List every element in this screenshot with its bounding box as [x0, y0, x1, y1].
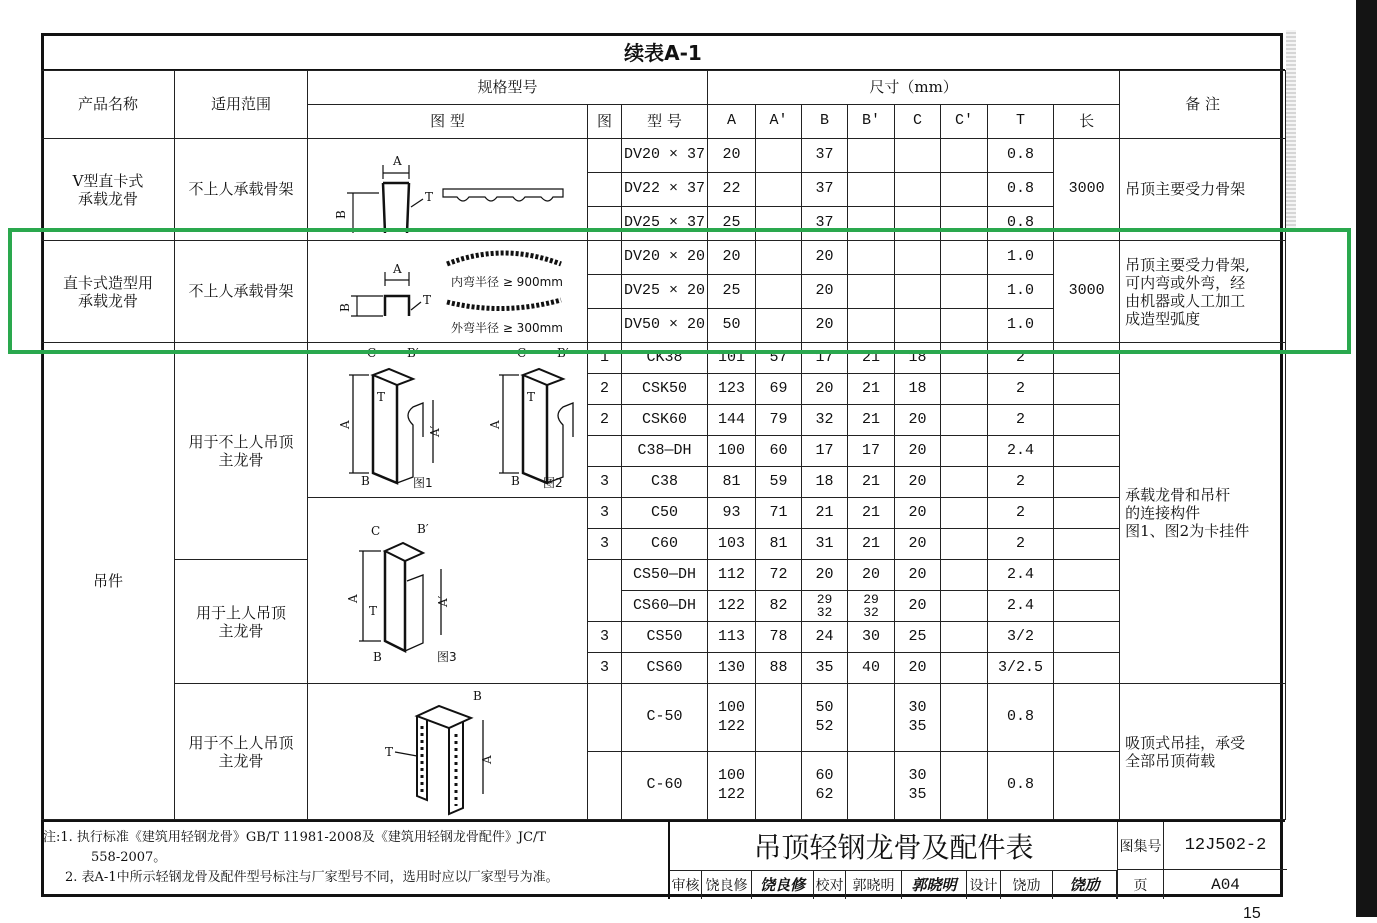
viewer-dark-edge — [1356, 0, 1377, 917]
model-cell: DV20 × 37 — [622, 139, 708, 173]
dim-b-prime: 40 — [848, 653, 895, 684]
dim-a: 93 — [708, 498, 756, 529]
dim-b-prime: 17 — [848, 436, 895, 467]
fig-cell — [588, 560, 622, 622]
dim-c-prime — [941, 405, 988, 436]
table-row — [42, 343, 1286, 374]
dim-length — [1054, 467, 1120, 498]
header-dim-b-prime: B′ — [848, 105, 895, 139]
svg-text:T: T — [526, 390, 535, 404]
fig-cell — [588, 207, 622, 241]
fig1-label: 图1 — [412, 476, 433, 490]
model-cell: C38 — [622, 467, 708, 498]
dim-a-prime — [756, 309, 802, 343]
model-cell: DV25 × 37 — [622, 207, 708, 241]
model-cell: CS50—DH — [622, 560, 708, 591]
dim-a: 122 — [708, 591, 756, 622]
dim-b-prime — [848, 241, 895, 275]
dim-b: 17 — [802, 436, 848, 467]
model-cell: CSK50 — [622, 374, 708, 405]
fig-cell — [588, 173, 622, 207]
dim-length: 3000 — [1054, 241, 1120, 343]
dim-c-prime — [941, 139, 988, 173]
dim-b-prime — [848, 309, 895, 343]
dim-length — [1054, 752, 1120, 820]
dim-b: 18 — [802, 467, 848, 498]
header-spec: 规格型号 — [308, 71, 708, 105]
dim-c-prime — [941, 343, 988, 374]
dim-t: 1.0 — [988, 241, 1054, 275]
dim-c-prime — [941, 241, 988, 275]
dim-b: 20 — [802, 275, 848, 309]
scope-cell: 不上人承载骨架 — [175, 139, 308, 241]
dim-c-prime — [941, 653, 988, 684]
header-diagram: 图 型 — [308, 105, 588, 139]
svg-text:T: T — [422, 292, 431, 307]
dim-c: 20 — [895, 436, 941, 467]
designer-label: 设计 — [967, 870, 1001, 899]
dim-b-prime — [848, 139, 895, 173]
svg-text:T: T — [376, 390, 385, 404]
dim-b: 24 — [802, 622, 848, 653]
dim-length — [1054, 498, 1120, 529]
dim-t: 2.4 — [988, 436, 1054, 467]
dim-a-prime: 78 — [756, 622, 802, 653]
dim-length — [1054, 405, 1120, 436]
dim-a-prime: 81 — [756, 529, 802, 560]
dim-a-prime — [756, 275, 802, 309]
dim-a-prime: 69 — [756, 374, 802, 405]
dim-a-prime: 57 — [756, 343, 802, 374]
dim-length — [1054, 622, 1120, 653]
dim-t: 3/2 — [988, 622, 1054, 653]
checker-signature: 郭晓明 — [902, 870, 967, 899]
note-2: 2. 表A-1中所示轻钢龙骨及配件型号标注与厂家型号不同，选用时应以厂家型号为准。 — [65, 870, 559, 885]
dim-a: 22 — [708, 173, 756, 207]
dim-t: 2.4 — [988, 560, 1054, 591]
fig-cell — [588, 752, 622, 820]
inner-radius-label: 内弯半径 ≥ 900mm — [450, 274, 563, 289]
dim-b-prime: 21 — [848, 343, 895, 374]
model-cell: C-60 — [622, 752, 708, 820]
header-dim-length: 长 — [1054, 105, 1120, 139]
dim-c: 20 — [895, 467, 941, 498]
designer-signature: 饶劢 — [1053, 870, 1117, 899]
reviewer-label: 审核 — [670, 870, 702, 899]
svg-text:T: T — [384, 744, 393, 759]
dim-a: 20 — [708, 241, 756, 275]
checker-name: 郭晓明 — [846, 870, 902, 899]
dim-b: 35 — [802, 653, 848, 684]
header-dimensions: 尺寸（mm） — [708, 71, 1120, 105]
model-cell: C-50 — [622, 684, 708, 752]
fig-cell — [588, 684, 622, 752]
dim-c-prime — [941, 173, 988, 207]
svg-text:A: A — [487, 420, 502, 429]
dim-t: 1.0 — [988, 275, 1054, 309]
remark-cell: 吸顶式吊挂，承受 全部吊顶荷载 — [1120, 684, 1286, 820]
dim-b: 20 — [802, 560, 848, 591]
fig-cell: 2 — [588, 374, 622, 405]
dim-b: 20 — [802, 309, 848, 343]
model-cell: DV25 × 20 — [622, 275, 708, 309]
dim-t: 2 — [988, 529, 1054, 560]
dim-a-prime — [756, 241, 802, 275]
dim-c — [895, 275, 941, 309]
svg-text:B: B — [372, 649, 382, 664]
dim-a-prime: 79 — [756, 405, 802, 436]
product-shaping-type: 直卡式造型用 承载龙骨 — [42, 241, 175, 343]
fig-cell — [588, 139, 622, 173]
dim-a-prime — [756, 752, 802, 820]
atlas-number: 12J502-2 — [1163, 822, 1287, 870]
dim-c-prime — [941, 207, 988, 241]
dim-c: 20 — [895, 498, 941, 529]
header-product-name: 产品名称 — [42, 71, 175, 139]
header-remarks: 备 注 — [1120, 71, 1286, 139]
dim-a-prime — [756, 684, 802, 752]
dim-c — [895, 241, 941, 275]
header-dim-c-prime: C′ — [941, 105, 988, 139]
v-profile-diagram — [308, 139, 588, 241]
table-row — [42, 241, 1286, 275]
dim-t: 0.8 — [988, 139, 1054, 173]
hanger-fig1-fig2-diagram — [308, 343, 588, 498]
dim-c: 20 — [895, 591, 941, 622]
dim-b: 50 52 — [802, 684, 848, 752]
dim-t: 0.8 — [988, 752, 1054, 820]
model-cell: C50 — [622, 498, 708, 529]
fig-cell: 3 — [588, 467, 622, 498]
dim-t: 2 — [988, 405, 1054, 436]
fig-cell — [588, 436, 622, 467]
dim-length — [1054, 653, 1120, 684]
dim-c-prime — [941, 467, 988, 498]
dim-c-prime — [941, 560, 988, 591]
model-cell: CS50 — [622, 622, 708, 653]
svg-text:A′: A′ — [427, 425, 442, 437]
ceiling-clip-diagram — [308, 684, 588, 820]
dim-b-prime: 21 — [848, 529, 895, 560]
dim-a-prime: 72 — [756, 560, 802, 591]
svg-text:C: C — [370, 523, 380, 538]
dim-length — [1054, 684, 1120, 752]
scope-cell: 用于不上人吊顶 主龙骨 — [175, 684, 308, 820]
dim-b: 37 — [802, 139, 848, 173]
reviewer-signature: 饶良修 — [752, 870, 814, 899]
fig2-label: 图2 — [542, 476, 563, 490]
dim-length — [1054, 374, 1120, 405]
checker-label: 校对 — [814, 870, 846, 899]
page-label: 页 — [1117, 870, 1163, 899]
header-dim-b: B — [802, 105, 848, 139]
dim-t: 2.4 — [988, 591, 1054, 622]
dim-b-prime — [848, 173, 895, 207]
remark-cell: 承载龙骨和吊杆 的连接构件 图1、图2为卡挂件 — [1120, 343, 1286, 684]
dim-t: 0.8 — [988, 684, 1054, 752]
dim-b: 37 — [802, 207, 848, 241]
outer-radius-label: 外弯半径 ≥ 300mm — [450, 320, 563, 335]
dim-length — [1054, 343, 1120, 374]
svg-text:T: T — [368, 603, 377, 618]
svg-text:A: A — [345, 593, 360, 603]
dim-c-prime — [941, 436, 988, 467]
fig-cell: 1 — [588, 343, 622, 374]
dim-b-prime — [848, 684, 895, 752]
dim-b: 17 — [802, 343, 848, 374]
table-row — [42, 560, 1286, 591]
header-fig: 图 — [588, 105, 622, 139]
dim-a: 113 — [708, 622, 756, 653]
table-row — [42, 684, 1286, 752]
sheet-footer — [41, 820, 1285, 899]
svg-text:B: B — [360, 474, 370, 488]
dim-b-prime — [848, 207, 895, 241]
dim-a-prime — [756, 207, 802, 241]
dim-c-prime — [941, 498, 988, 529]
dim-t: 0.8 — [988, 207, 1054, 241]
dim-a: 130 — [708, 653, 756, 684]
dim-a: 101 — [708, 343, 756, 374]
fig-cell: 3 — [588, 498, 622, 529]
dim-c: 30 35 — [895, 752, 941, 820]
dim-t: 0.8 — [988, 173, 1054, 207]
model-cell: DV20 × 20 — [622, 241, 708, 275]
dim-length: 3000 — [1054, 139, 1120, 241]
dim-c: 30 35 — [895, 684, 941, 752]
dim-t: 2 — [988, 498, 1054, 529]
scan-edge — [1286, 30, 1296, 230]
dim-c-prime — [941, 275, 988, 309]
dim-length — [1054, 591, 1120, 622]
hanger-fig3-diagram — [308, 498, 588, 684]
dim-b-prime: 21 — [848, 467, 895, 498]
note-1-cont: 558-2007。 — [91, 850, 167, 865]
product-v-type: V型直卡式 承载龙骨 — [42, 139, 175, 241]
dim-length — [1054, 436, 1120, 467]
model-cell: DV50 × 20 — [622, 309, 708, 343]
dim-a: 100 — [708, 436, 756, 467]
dim-t: 1.0 — [988, 309, 1054, 343]
dim-b-prime: 21 — [848, 374, 895, 405]
header-dim-a-prime: A′ — [756, 105, 802, 139]
fig3-label: 图3 — [436, 649, 457, 664]
dim-c: 18 — [895, 343, 941, 374]
drawing-sheet — [41, 33, 1285, 899]
svg-text:B′: B′ — [556, 346, 569, 360]
fig-cell: 3 — [588, 622, 622, 653]
dim-a-prime: 59 — [756, 467, 802, 498]
dim-length — [1054, 529, 1120, 560]
svg-text:C: C — [516, 346, 526, 360]
dim-b-prime — [848, 275, 895, 309]
svg-text:B′: B′ — [416, 521, 429, 536]
product-hanger: 吊件 — [42, 343, 175, 820]
dim-a-prime: 88 — [756, 653, 802, 684]
svg-text:A′: A′ — [435, 595, 450, 607]
notes — [41, 822, 666, 899]
svg-text:B′: B′ — [406, 346, 419, 360]
dim-b-prime: 21 — [848, 498, 895, 529]
dim-c — [895, 173, 941, 207]
dim-c — [895, 139, 941, 173]
dim-a-prime: 60 — [756, 436, 802, 467]
dim-b-prime: 21 — [848, 405, 895, 436]
dim-c: 20 — [895, 529, 941, 560]
dim-a: 112 — [708, 560, 756, 591]
fig-cell — [588, 241, 622, 275]
dim-a-prime — [756, 173, 802, 207]
header-scope: 适用范围 — [175, 71, 308, 139]
dim-a: 100 122 — [708, 752, 756, 820]
designer-name: 饶劢 — [1001, 870, 1053, 899]
model-cell: CSK60 — [622, 405, 708, 436]
drawing-title: 吊顶轻钢龙骨及配件表 — [670, 822, 1117, 871]
dim-c: 18 — [895, 374, 941, 405]
model-cell: C38—DH — [622, 436, 708, 467]
atlas-label: 图集号 — [1117, 822, 1163, 870]
model-cell: CS60—DH — [622, 591, 708, 622]
header-dim-t: T — [988, 105, 1054, 139]
dim-c-prime — [941, 374, 988, 405]
dim-b-prime: 20 — [848, 560, 895, 591]
dim-c — [895, 207, 941, 241]
dim-a: 81 — [708, 467, 756, 498]
dim-c-prime — [941, 309, 988, 343]
dim-b: 29 32 — [802, 591, 848, 622]
svg-text:A: A — [337, 420, 352, 429]
header-model: 型 号 — [622, 105, 708, 139]
dim-b: 60 62 — [802, 752, 848, 820]
dim-t: 3/2.5 — [988, 653, 1054, 684]
svg-text:A: A — [392, 261, 402, 276]
dim-c: 25 — [895, 622, 941, 653]
dim-b: 20 — [802, 374, 848, 405]
fig-cell: 2 — [588, 405, 622, 436]
dim-a-prime: 71 — [756, 498, 802, 529]
model-cell: CK38 — [622, 343, 708, 374]
page-code: A04 — [1163, 870, 1287, 899]
svg-text:B: B — [337, 302, 352, 312]
svg-text:C: C — [366, 346, 376, 360]
signature-row — [670, 870, 1117, 899]
table-row — [42, 139, 1286, 173]
model-cell: DV22 × 37 — [622, 173, 708, 207]
spec-table — [41, 70, 1286, 820]
dim-length — [1054, 560, 1120, 591]
dim-b: 31 — [802, 529, 848, 560]
fig-cell — [588, 309, 622, 343]
reviewer-name: 饶良修 — [702, 870, 752, 899]
dim-b-prime: 30 — [848, 622, 895, 653]
model-cell: CS60 — [622, 653, 708, 684]
dim-a: 123 — [708, 374, 756, 405]
dim-b: 21 — [802, 498, 848, 529]
dim-c-prime — [941, 752, 988, 820]
model-cell: C60 — [622, 529, 708, 560]
dim-b: 37 — [802, 173, 848, 207]
scope-cell: 用于不上人吊顶 主龙骨 — [175, 343, 308, 560]
table-title: 续表A-1 — [41, 33, 1285, 71]
dim-c-prime — [941, 529, 988, 560]
fig-cell: 3 — [588, 529, 622, 560]
dim-t: 2 — [988, 374, 1054, 405]
dim-t: 2 — [988, 343, 1054, 374]
dim-a: 20 — [708, 139, 756, 173]
svg-text:B: B — [333, 209, 348, 219]
page-number: 15 — [1243, 905, 1261, 922]
header-dim-a: A — [708, 105, 756, 139]
dim-a: 144 — [708, 405, 756, 436]
dim-a: 103 — [708, 529, 756, 560]
dim-c: 20 — [895, 405, 941, 436]
remark-cell: 吊顶主要受力骨架 — [1120, 139, 1286, 241]
dim-c: 20 — [895, 653, 941, 684]
scope-cell: 用于上人吊顶 主龙骨 — [175, 560, 308, 684]
svg-text:A: A — [479, 754, 494, 764]
note-1: 注:1. 执行标准《建筑用轻钢龙骨》GB/T 11981-2008及《建筑用轻钢龙骨配件》JC/T — [43, 830, 547, 845]
dim-a: 25 — [708, 275, 756, 309]
title-block — [668, 822, 1287, 899]
dim-c-prime — [941, 622, 988, 653]
dim-c: 20 — [895, 560, 941, 591]
svg-text:T: T — [424, 189, 433, 204]
scope-cell: 不上人承载骨架 — [175, 241, 308, 343]
dim-c — [895, 309, 941, 343]
dim-a: 100 122 — [708, 684, 756, 752]
svg-text:A: A — [392, 153, 402, 168]
dim-a-prime: 82 — [756, 591, 802, 622]
dim-b: 20 — [802, 241, 848, 275]
dim-b-prime — [848, 752, 895, 820]
svg-text:B: B — [472, 688, 482, 703]
svg-text:B: B — [510, 474, 520, 488]
dim-c-prime — [941, 591, 988, 622]
dim-a: 25 — [708, 207, 756, 241]
dim-b-prime: 29 32 — [848, 591, 895, 622]
remark-cell: 吊顶主要受力骨架, 可内弯或外弯，经 由机器或人工加工 成造型弧度 — [1120, 241, 1286, 343]
fig-cell: 3 — [588, 653, 622, 684]
fig-cell — [588, 275, 622, 309]
header-dim-c: C — [895, 105, 941, 139]
dim-b: 32 — [802, 405, 848, 436]
curved-profile-diagram — [308, 241, 588, 343]
dim-a-prime — [756, 139, 802, 173]
dim-t: 2 — [988, 467, 1054, 498]
dim-a: 50 — [708, 309, 756, 343]
dim-c-prime — [941, 684, 988, 752]
